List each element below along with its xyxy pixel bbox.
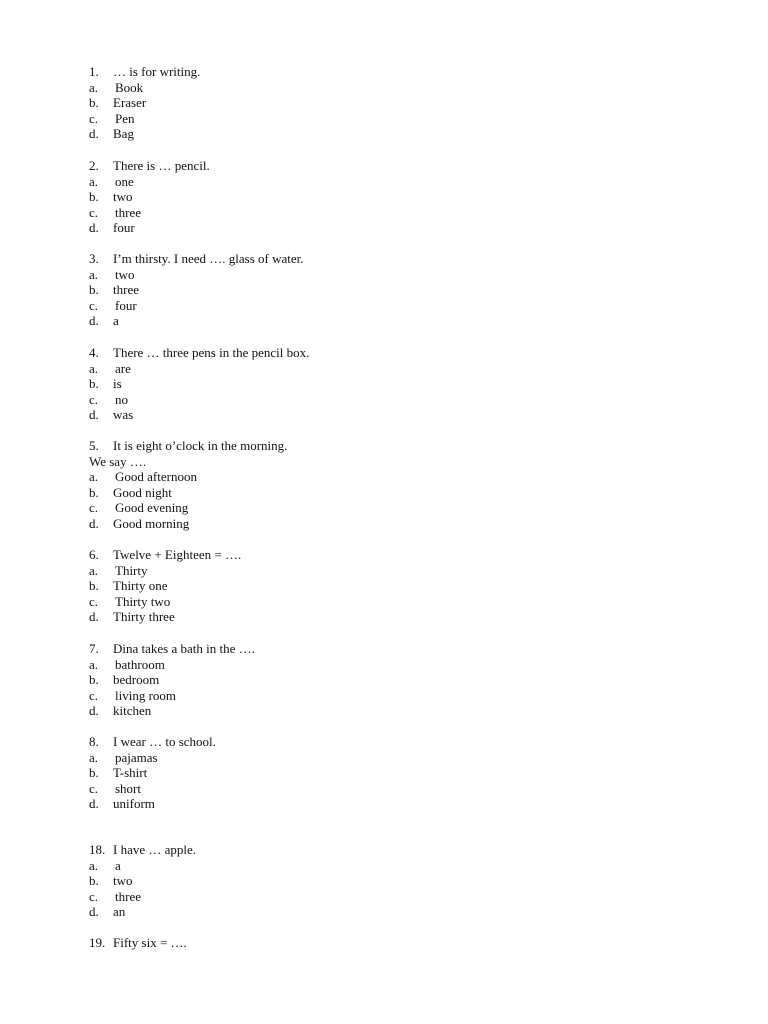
question-8 bbox=[89, 734, 689, 812]
option-c bbox=[89, 594, 689, 610]
option-text: uniform bbox=[113, 796, 155, 811]
question-text: There is … pencil. bbox=[113, 158, 210, 173]
question-text: I have … apple. bbox=[113, 842, 197, 857]
option-text: Pen bbox=[115, 110, 135, 126]
question-number: 1. bbox=[89, 64, 99, 79]
question-number: 18. bbox=[89, 842, 106, 857]
question-number: 2. bbox=[89, 158, 99, 173]
option-letter: b. bbox=[89, 189, 99, 204]
option-a bbox=[89, 657, 689, 673]
option-letter: b. bbox=[89, 95, 99, 110]
question-number: 3. bbox=[89, 251, 99, 266]
option-letter: b. bbox=[89, 873, 99, 888]
option-text: Good afternoon bbox=[115, 469, 197, 484]
option-d bbox=[89, 407, 689, 423]
question-text: I’m thirsty. I need …. glass of water. bbox=[113, 251, 304, 266]
option-text: Thirty one bbox=[113, 578, 168, 593]
option-letter: b. bbox=[89, 672, 99, 687]
question-text: Dina takes a bath in the …. bbox=[113, 641, 255, 656]
option-text: Book bbox=[115, 79, 144, 95]
option-letter: d. bbox=[89, 515, 99, 531]
option-b bbox=[89, 376, 689, 392]
option-c bbox=[89, 889, 689, 905]
question-2 bbox=[89, 158, 689, 236]
option-c bbox=[89, 500, 689, 516]
question-3 bbox=[89, 251, 689, 329]
option-text: was bbox=[113, 407, 134, 422]
option-text: no bbox=[115, 391, 128, 407]
option-text: three bbox=[115, 204, 141, 220]
option-letter: d. bbox=[89, 796, 99, 811]
option-a bbox=[89, 174, 689, 190]
option-c bbox=[89, 781, 689, 797]
option-letter: b. bbox=[89, 578, 99, 593]
option-a bbox=[89, 750, 689, 766]
option-letter: b. bbox=[89, 484, 99, 500]
question-19 bbox=[89, 935, 689, 951]
option-letter: c. bbox=[89, 593, 99, 609]
option-a bbox=[89, 80, 689, 96]
option-text: an bbox=[113, 904, 126, 919]
option-text: short bbox=[115, 780, 141, 796]
option-letter: d. bbox=[89, 703, 99, 718]
question-text: I wear … to school. bbox=[113, 734, 216, 749]
option-letter: a. bbox=[89, 469, 99, 484]
option-letter: a. bbox=[89, 562, 99, 578]
option-a bbox=[89, 469, 689, 485]
question-number: 5. bbox=[89, 438, 99, 453]
option-text: Thirty bbox=[115, 562, 148, 578]
question-line bbox=[89, 64, 689, 80]
question-4 bbox=[89, 345, 689, 423]
option-b bbox=[89, 189, 689, 205]
option-b bbox=[89, 95, 689, 111]
option-letter: c. bbox=[89, 297, 99, 313]
option-letter: a. bbox=[89, 749, 99, 765]
question-5 bbox=[89, 438, 689, 531]
question-text: There … three pens in the pencil box. bbox=[113, 345, 310, 360]
option-text: a bbox=[115, 857, 121, 873]
option-letter: a. bbox=[89, 79, 99, 95]
option-text: is bbox=[113, 376, 122, 391]
option-text: two bbox=[113, 189, 133, 204]
option-text: Good night bbox=[113, 484, 172, 500]
question-line bbox=[89, 842, 689, 858]
option-d bbox=[89, 220, 689, 236]
option-a bbox=[89, 267, 689, 283]
option-letter: c. bbox=[89, 687, 99, 703]
option-c bbox=[89, 392, 689, 408]
option-letter: a. bbox=[89, 857, 99, 873]
option-text: kitchen bbox=[113, 703, 152, 718]
option-letter: c. bbox=[89, 391, 99, 407]
option-d bbox=[89, 126, 689, 142]
option-text: four bbox=[115, 297, 137, 313]
option-letter: d. bbox=[89, 313, 99, 328]
option-text: T-shirt bbox=[113, 765, 148, 780]
option-text: three bbox=[115, 888, 141, 904]
question-7 bbox=[89, 641, 689, 719]
question-continuation-line bbox=[89, 454, 689, 470]
option-text: living room bbox=[115, 687, 177, 703]
option-b bbox=[89, 765, 689, 781]
question-line bbox=[89, 935, 689, 951]
option-text: Eraser bbox=[113, 95, 147, 110]
option-text: pajamas bbox=[115, 749, 158, 765]
option-letter: c. bbox=[89, 500, 99, 515]
option-letter: c. bbox=[89, 204, 99, 220]
option-text: Good evening bbox=[115, 500, 189, 515]
option-b bbox=[89, 485, 689, 501]
option-d bbox=[89, 609, 689, 625]
option-text: three bbox=[113, 282, 139, 297]
option-text: Good morning bbox=[113, 515, 190, 531]
option-c bbox=[89, 111, 689, 127]
option-letter: c. bbox=[89, 780, 99, 796]
option-text: bedroom bbox=[113, 672, 160, 687]
option-text: Thirty two bbox=[115, 593, 171, 609]
option-letter: c. bbox=[89, 888, 99, 904]
question-text: It is eight o’clock in the morning. bbox=[113, 438, 288, 453]
question-text: … is for writing. bbox=[113, 64, 201, 79]
question-18 bbox=[89, 842, 689, 920]
option-d bbox=[89, 904, 689, 920]
question-line bbox=[89, 251, 689, 267]
question-line bbox=[89, 438, 689, 454]
question-number: 7. bbox=[89, 641, 99, 656]
option-d bbox=[89, 516, 689, 532]
option-b bbox=[89, 282, 689, 298]
option-letter: a. bbox=[89, 266, 99, 282]
question-6 bbox=[89, 547, 689, 625]
option-letter: a. bbox=[89, 656, 99, 672]
option-c bbox=[89, 298, 689, 314]
question-number: 19. bbox=[89, 935, 106, 950]
question-text: Fifty six = …. bbox=[113, 935, 187, 950]
option-text: bathroom bbox=[115, 656, 165, 672]
option-c bbox=[89, 205, 689, 221]
option-a bbox=[89, 858, 689, 874]
question-line bbox=[89, 641, 689, 657]
question-1 bbox=[89, 64, 689, 142]
question-text: Twelve + Eighteen = …. bbox=[113, 547, 242, 562]
question-line bbox=[89, 734, 689, 750]
option-text: Bag bbox=[113, 126, 134, 141]
option-letter: d. bbox=[89, 904, 99, 919]
question-number: 4. bbox=[89, 345, 99, 360]
option-text: two bbox=[115, 266, 135, 282]
option-letter: b. bbox=[89, 765, 99, 780]
question-continuation: We say …. bbox=[89, 453, 147, 469]
option-text: Thirty three bbox=[113, 609, 175, 624]
option-b bbox=[89, 672, 689, 688]
option-text: four bbox=[113, 220, 135, 235]
option-letter: d. bbox=[89, 407, 99, 422]
option-letter: b. bbox=[89, 282, 99, 297]
option-text: are bbox=[115, 360, 131, 376]
option-text: two bbox=[113, 873, 133, 888]
option-letter: d. bbox=[89, 220, 99, 235]
option-d bbox=[89, 703, 689, 719]
option-letter: b. bbox=[89, 376, 99, 391]
option-text: one bbox=[115, 173, 134, 189]
question-line bbox=[89, 345, 689, 361]
option-letter: d. bbox=[89, 609, 99, 624]
option-b bbox=[89, 873, 689, 889]
option-letter: c. bbox=[89, 110, 99, 126]
question-line bbox=[89, 158, 689, 174]
option-d bbox=[89, 313, 689, 329]
question-number: 8. bbox=[89, 734, 99, 749]
option-a bbox=[89, 361, 689, 377]
option-a bbox=[89, 563, 689, 579]
question-line bbox=[89, 547, 689, 563]
option-letter: a. bbox=[89, 360, 99, 376]
option-c bbox=[89, 688, 689, 704]
option-d bbox=[89, 796, 689, 812]
question-number: 6. bbox=[89, 547, 99, 562]
option-letter: a. bbox=[89, 173, 99, 189]
option-b bbox=[89, 578, 689, 594]
option-letter: d. bbox=[89, 126, 99, 141]
option-text: a bbox=[113, 313, 119, 328]
